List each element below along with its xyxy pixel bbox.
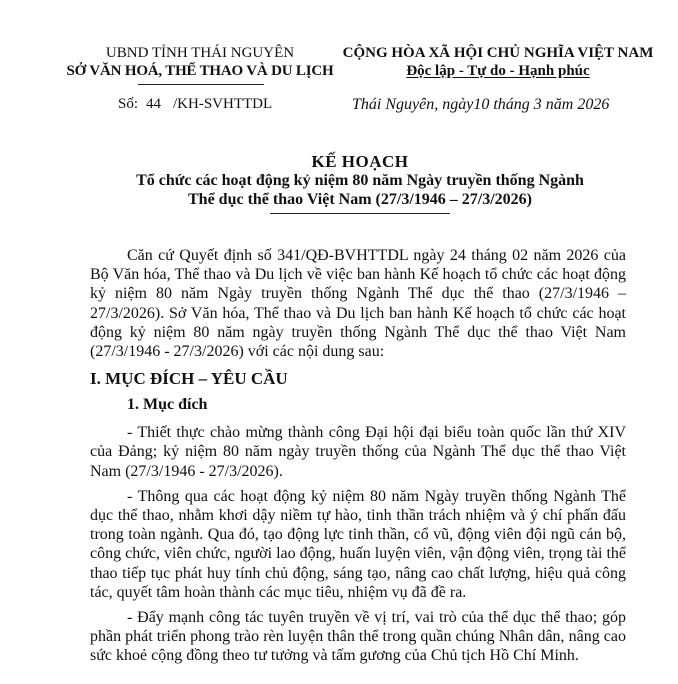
- country-name: CỘNG HÒA XÃ HỘI CHỦ NGHĨA VIỆT NAM: [342, 45, 654, 61]
- subsection-heading: 1. Mục đích: [127, 396, 208, 414]
- document-title: [90, 152, 630, 214]
- paragraph: - Thiết thực chào mừng thành công Đại hội đại biểu toàn quốc lần thứ XIV của Đảng; kỷ niệm 80 năm ngày truyền thống của Ngành Thể dục thể thao Việt Nam (27/3/1946 - 27/3/2026).: [90, 424, 626, 480]
- national-header: [330, 44, 666, 80]
- agency-name: SỞ VĂN HOÁ, THỂ THAO VÀ DU LỊCH: [66, 63, 334, 79]
- title-underline: [270, 213, 450, 214]
- title-line-1: Tổ chức các hoạt động kỷ niệm 80 năm Ngày truyền thống Ngành: [136, 172, 584, 189]
- agency-underline: [138, 84, 264, 85]
- document-number: [118, 96, 272, 113]
- title-type: KẾ HOẠCH: [311, 152, 409, 171]
- paragraph: - Thông qua các hoạt động kỷ niệm 80 năm Ngày truyền thống Ngành Thể dục thể thao, nhằm khơi dậy niềm tự hào, tinh thần trách nhiệm và ý chí phấn đấu trong toàn ngành. Qua đó, tạo động lực tinh thần, cổ vũ, động viên đội ngũ cán bộ, công chức, viên chức, người lao động, huấn luyện viên, vận động viên, trọng tài thể thao tiếp tục phát huy tính chủ động, sáng tạo, nâng cao chất lượng, hiệu quả công tác, quyết tâm hoàn thành các mục tiêu, nhiệm vụ đã đề ra.: [90, 487, 626, 601]
- section-heading: I. MỤC ĐÍCH – YÊU CẦU: [90, 369, 288, 389]
- doc-number-value: 44: [146, 96, 162, 112]
- document-body: [90, 246, 626, 666]
- national-motto: Độc lập - Tự do - Hạnh phúc: [406, 63, 590, 79]
- doc-number-suffix: /KH-SVHTTDL: [173, 96, 273, 112]
- paragraph: - Đẩy mạnh công tác tuyên truyền về vị trí, vai trò của thể dục thể thao; góp phần phát triển phong trào rèn luyện thân thể trong quần chúng Nhân dân, nâng cao sức khoẻ cộng đồng theo tư tưởng và tấm gương của Chủ tịch Hồ Chí Minh.: [90, 609, 626, 665]
- place-and-date: Thái Nguyên, ngày10 tháng 3 năm 2026: [352, 96, 610, 113]
- doc-number-prefix: Số:: [118, 96, 139, 112]
- agency-parent: UBND TỈNH THÁI NGUYÊN: [105, 45, 295, 61]
- preamble-paragraph: Căn cứ Quyết định số 341/QĐ-BVHTTDL ngày 24 tháng 02 năm 2026 của Bộ Văn hóa, Thể thao và Du lịch về việc ban hành Kế hoạch tổ chức các hoạt động kỷ niệm 80 năm Ngày truyền thống Ngành Thể dục thể thao (27/3/1946 – 27/3/2026). Sở Văn hóa, Thể thao và Du lịch ban hành Kế hoạch tổ chức các hoạt động kỷ niệm 80 năm ngày truyền thống Ngành Thể dục thể thao Việt Nam (27/3/1946 - 27/3/2026) với các nội dung sau:: [90, 247, 626, 361]
- title-line-2: Thể dục thể thao Việt Nam (27/3/1946 – 27/3/2026): [188, 191, 532, 208]
- agency-header: [50, 44, 350, 80]
